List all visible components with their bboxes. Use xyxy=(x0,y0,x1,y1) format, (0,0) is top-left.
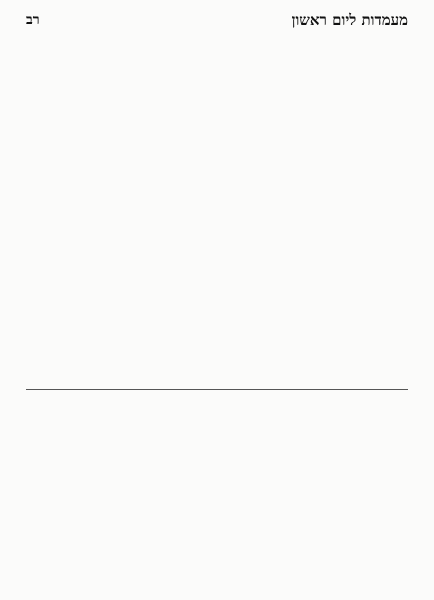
opening-verse-block xyxy=(26,34,408,76)
source-reference-line xyxy=(26,76,408,88)
section-divider xyxy=(26,389,408,390)
main-text-block xyxy=(26,90,408,390)
page-number: רב xyxy=(26,11,40,28)
commentary-block xyxy=(26,392,408,572)
page-title: מעמדות ליום ראשון xyxy=(291,10,408,29)
running-header xyxy=(26,10,408,30)
